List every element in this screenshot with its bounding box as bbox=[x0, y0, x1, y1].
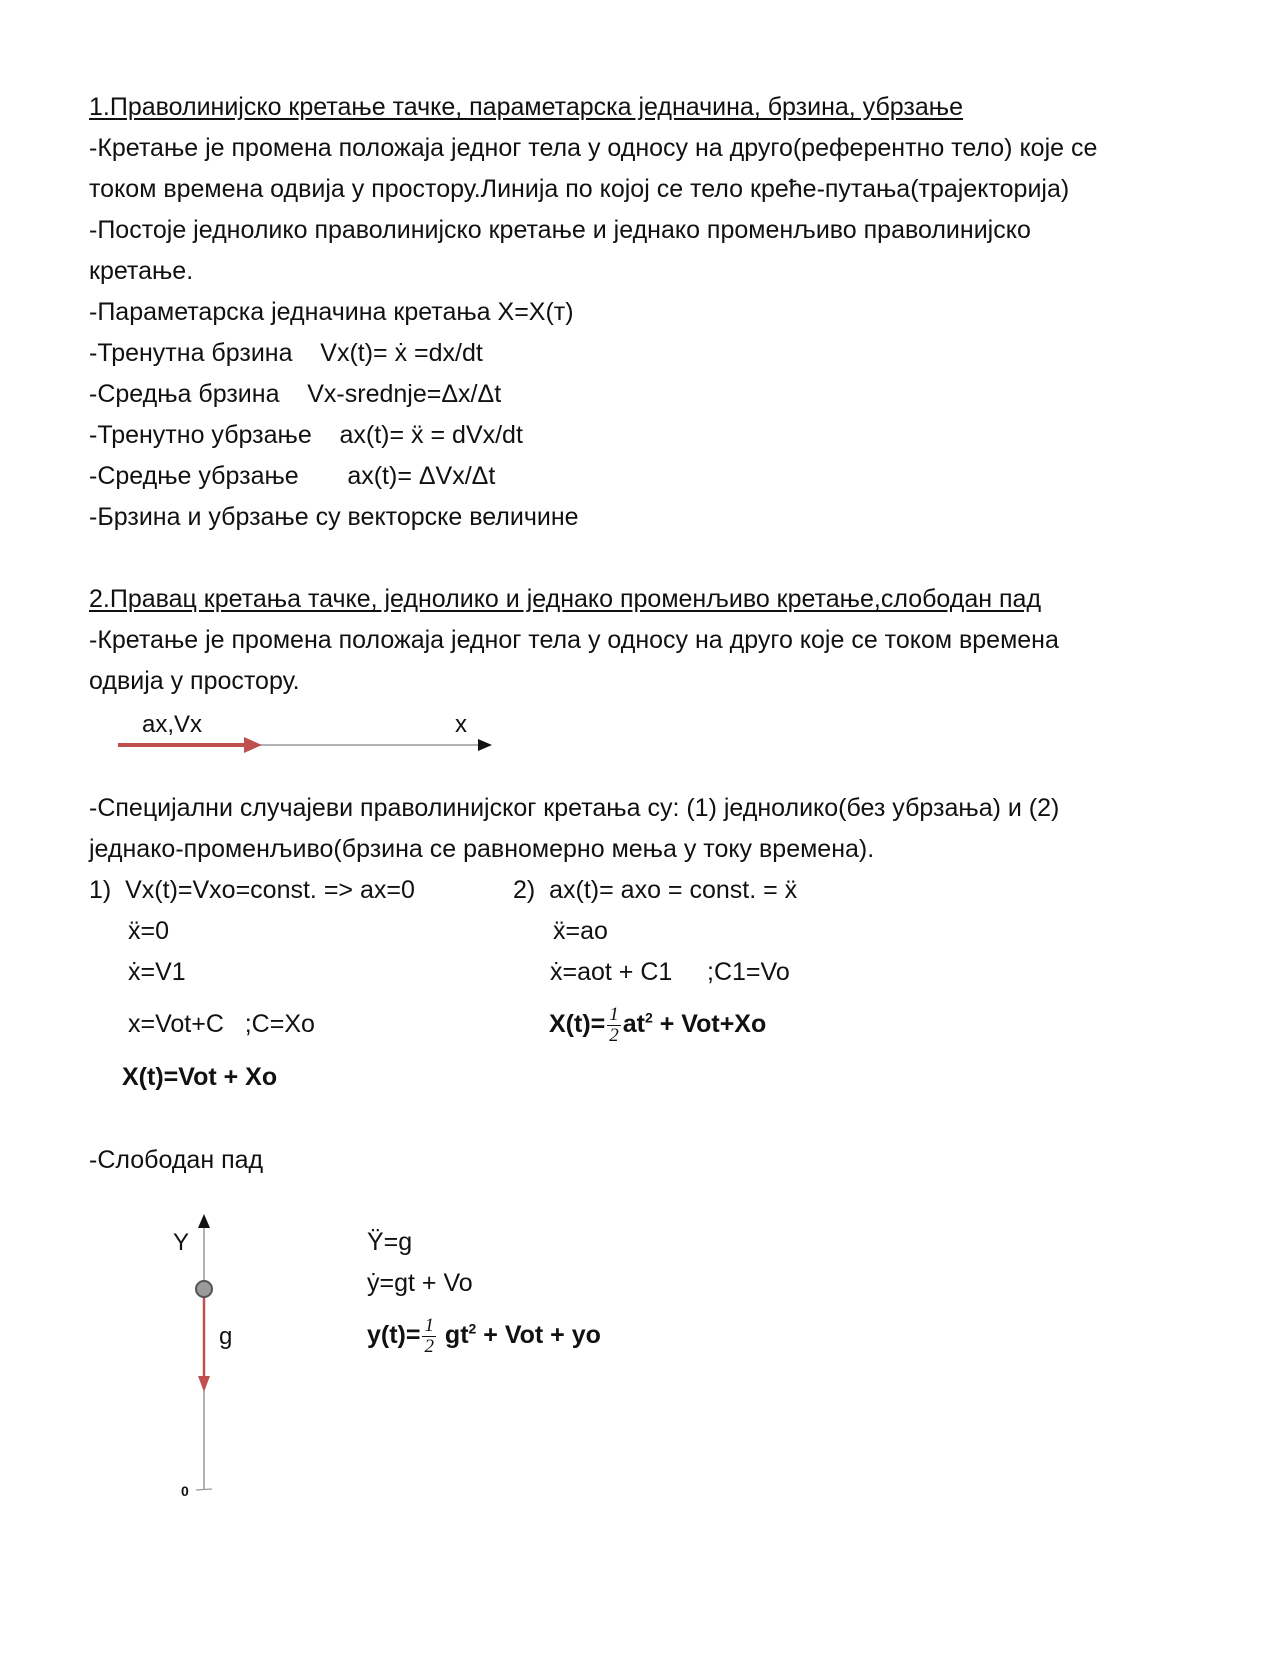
section1-line-8: -Тренутно убрзање ax(t)= ẍ = dVx/dt bbox=[89, 421, 523, 449]
case2-line-2: ẍ=ao bbox=[553, 917, 608, 945]
free-fall-title: -Слободан пад bbox=[89, 1146, 264, 1174]
free-fall-axis-zero: 0 bbox=[181, 1483, 189, 1499]
free-fall-axis-g: g bbox=[219, 1323, 233, 1350]
point-mass bbox=[196, 1281, 212, 1297]
free-fall-eq3-b: + Vot + yo bbox=[476, 1321, 601, 1349]
section1-line-3: -Постоје једнолико праволинијско кретање и једнако променљиво праволинијско bbox=[89, 216, 1031, 244]
case1-line-3: ẋ=V1 bbox=[128, 958, 186, 986]
case2-result-b: + Vot+Xo bbox=[652, 1010, 767, 1038]
case1-line-1: 1) Vx(t)=Vxo=const. => ax=0 bbox=[89, 876, 415, 904]
section1-line-9: -Средње убрзање ax(t)= ΔVx/Δt bbox=[89, 462, 496, 490]
case2-line-3: ẋ=aot + C1 ;C1=Vo bbox=[550, 958, 790, 986]
section2-line-1: -Кретање је промена положаја једног тела у односу на друго које се током времена bbox=[89, 626, 1059, 654]
case2-fraction bbox=[607, 1005, 621, 1046]
vertical-axis-base-tick bbox=[196, 1489, 212, 1490]
case2-fraction-num: 1 bbox=[609, 1003, 619, 1025]
section1-line-4: кретање. bbox=[89, 257, 194, 285]
horizontal-axis-arrowhead bbox=[478, 739, 492, 751]
case2-result-exp: 2 bbox=[644, 1009, 653, 1026]
section1-line-5: -Параметарска једначина кретања X=X(т) bbox=[89, 298, 574, 326]
free-fall-eq3-exp: 2 bbox=[468, 1320, 477, 1337]
case1-line-2: ẍ=0 bbox=[128, 917, 170, 945]
free-fall-fraction-den: 2 bbox=[424, 1335, 434, 1357]
case2-result-a: at bbox=[622, 1010, 645, 1038]
case2-result bbox=[549, 1004, 766, 1046]
free-fall-eq3-prefix: y(t)= bbox=[367, 1321, 421, 1349]
special-line-1: -Специјални случајеви праволинијског кретања су: (1) једнолико(без убрзања) и (2) bbox=[89, 794, 1060, 822]
section1-line-10: -Брзина и убрзање су векторске величине bbox=[89, 503, 579, 531]
gravity-vector-arrowhead bbox=[198, 1376, 210, 1392]
vertical-axis-arrowhead bbox=[198, 1214, 210, 1228]
case1-line-4: x=Vot+C ;C=Xo bbox=[128, 1010, 315, 1038]
section2-heading: 2.Правац кретања тачке, једнолико и једнако променљиво кретање,слободан пад bbox=[89, 585, 1042, 613]
special-line-2: једнако-променљиво(брзина се равномерно мења у току времена). bbox=[89, 835, 875, 863]
case2-fraction-den: 2 bbox=[609, 1024, 619, 1046]
free-fall-axis-y: Y bbox=[173, 1229, 190, 1256]
free-fall-eq2: ẏ=gt + Vo bbox=[367, 1269, 473, 1297]
section2-line-2: одвија у простору. bbox=[89, 667, 300, 695]
section1-line-7: -Средња брзина Vx-srednje=Δx/Δt bbox=[89, 380, 502, 408]
velocity-vector-arrowhead bbox=[244, 737, 262, 753]
case2-result-prefix: X(t)= bbox=[549, 1010, 606, 1038]
section1-line-6: -Тренутна брзина Vx(t)= ẋ =dx/dt bbox=[89, 339, 483, 367]
case2-line-1: 2) ax(t)= axo = const. = ẍ bbox=[513, 876, 798, 904]
free-fall-eq1: Ÿ=g bbox=[367, 1228, 413, 1256]
axis-label-x: x bbox=[455, 711, 467, 738]
axis-label-ax-vx: ax,Vx bbox=[142, 711, 203, 738]
section1-line-1: -Кретање је промена положаја једног тела у односу на друго(референтно тело) које се bbox=[89, 134, 1098, 162]
free-fall-eq3-a: gt bbox=[437, 1321, 469, 1349]
free-fall-fraction-num: 1 bbox=[424, 1314, 434, 1336]
section1-heading: 1.Праволинијско кретање тачке, параметарска једначина, брзина, убрзање bbox=[89, 93, 963, 121]
free-fall-fraction bbox=[422, 1316, 436, 1357]
section1-line-2: током времена одвија у простору.Линија по којој се тело креће-путања(трајекторија) bbox=[89, 175, 1070, 203]
case1-result: X(t)=Vot + Xo bbox=[122, 1063, 278, 1091]
free-fall-eq3 bbox=[367, 1315, 601, 1357]
